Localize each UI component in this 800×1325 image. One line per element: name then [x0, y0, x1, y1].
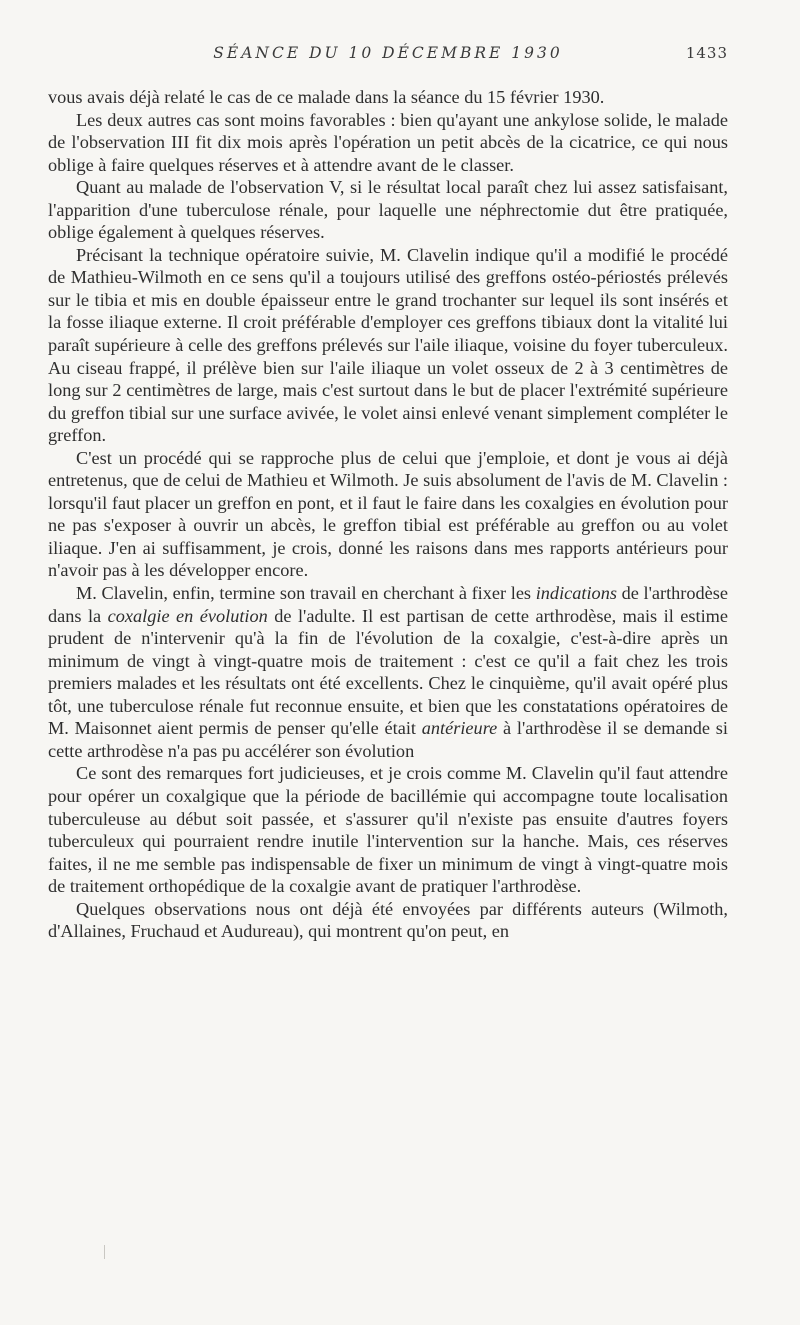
paragraph-6-text-4: à l'arthrodèse il se demande si cette arthrodèse n'a pas pu accélérer son évolution [48, 718, 728, 761]
paragraph-4: Précisant la technique opératoire suivie, M. Clavelin indique qu'il a modifié le procédé de Mathieu-Wilmoth en ce sens qu'il a toujours utilisé des greffons ostéo-périostés prélevés sur le tibia et mis en double épaisseur entre le grand trochanter sur lequel ils sont insérés et la fosse iliaque externe. Il croit préférable d'employer ces greffons tibiaux dont la vitalité lui paraît supérieure à celle des greffons prélevés sur l'aile iliaque, voisine du foyer tuberculeux. Au ciseau frappé, il prélève bien sur l'aile iliaque un volet osseux de 2 à 3 centimètres de long sur 2 centimètres de large, mais c'est surtout dans le but de placer l'extrémité supérieure du greffon tibial sur une surface avivée, le volet ainsi enlevé venant simplement compléter le greffon. [48, 244, 728, 446]
paragraph-2: Les deux autres cas sont moins favorables : bien qu'ayant une ankylose solide, le malade de l'observation III fit dix mois après l'opération un petit abcès de la cicatrice, ce qui nous oblige à faire quelques réserves et à attendre avant de le classer. [48, 109, 728, 175]
page-number: 1433 [685, 44, 728, 62]
paragraph-6-italic-2: coxalgie en évolution [107, 605, 268, 626]
paragraph-6-text-2: de l'arthrodèse dans la [48, 583, 728, 626]
paragraph-6-italic-3: antérieure [421, 718, 498, 739]
paragraph-3: Quant au malade de l'observation V, si le résultat local paraît chez lui assez satisfaisant, l'apparition d'une tuberculose rénale, pour laquelle une néphrectomie dut être pratiquée, oblige également à quelques réserves. [48, 177, 728, 243]
paragraph-1: vous avais déjà relaté le cas de ce malade dans la séance du 15 février 1930. [48, 87, 605, 107]
running-title: SÉANCE DU 10 DÉCEMBRE 1930 [213, 44, 563, 62]
paragraph-5: C'est un procédé qui se rapproche plus de celui que j'emploie, et dont je vous ai déjà entretenus, que de celui de Mathieu et Wilmoth. Je suis absolument de l'avis de M. Clavelin : lorsqu'il faut placer un greffon en pont, et il faut le faire dans les coxalgies en évolution pour ne pas s'exposer à ouvrir un abcès, le greffon tibial est préférable au greffon ou au volet iliaque. J'en ai suffisamment, je crois, donné les raisons dans mes rapports antérieurs pour n'avoir pas à les développer encore. [48, 447, 729, 581]
paragraph-6-text-3: de l'adulte. Il est partisan de cette arthrodèse, mais il estime prudent de n'intervenir qu'à la fin de l'évolution de la coxalgie, c'est-à-dire après un minimum de vingt à vingt-quatre mois de traitement : c'est ce qu'il a fait chez les trois premiers malades et les résultats ont été excellents. Chez le cinquième, qu'il avait opéré plus tôt, une tuberculose rénale fut reconnue ensuite, et bien que les constatations opératoires de M. Maisonnet aient permis de penser qu'elle était [48, 605, 728, 739]
page-header [48, 44, 728, 68]
body-text [48, 86, 728, 943]
paragraph-8: Quelques observations nous ont déjà été envoyées par différents auteurs (Wilmoth, d'Allaines, Fruchaud et Audureau), qui montrent qu'on peut, en [48, 898, 728, 942]
paragraph-6-italic-1: indications [535, 583, 617, 604]
paragraph-6-text-1: M. Clavelin, enfin, termine son travail en cherchant à fixer les [76, 583, 536, 604]
paragraph-7: Ce sont des remarques fort judicieuses, et je crois comme M. Clavelin qu'il faut attendre pour opérer un coxalgique que la période de bacillémie qui accompagne toute localisation tuberculeuse au début soit passée, et s'assurer qu'il n'existe pas ensuite d'autres foyers tuberculeux qui pourraient rendre inutile l'intervention sur la hanche. Mais, ces réserves faites, il ne me semble pas indispensable de fixer un minimum de vingt à vingt-quatre mois de traitement orthopédique de la coxalgie avant de pratiquer l'arthrodèse. [48, 763, 728, 897]
margin-mark [104, 1245, 105, 1259]
paragraph-6 [48, 582, 728, 762]
